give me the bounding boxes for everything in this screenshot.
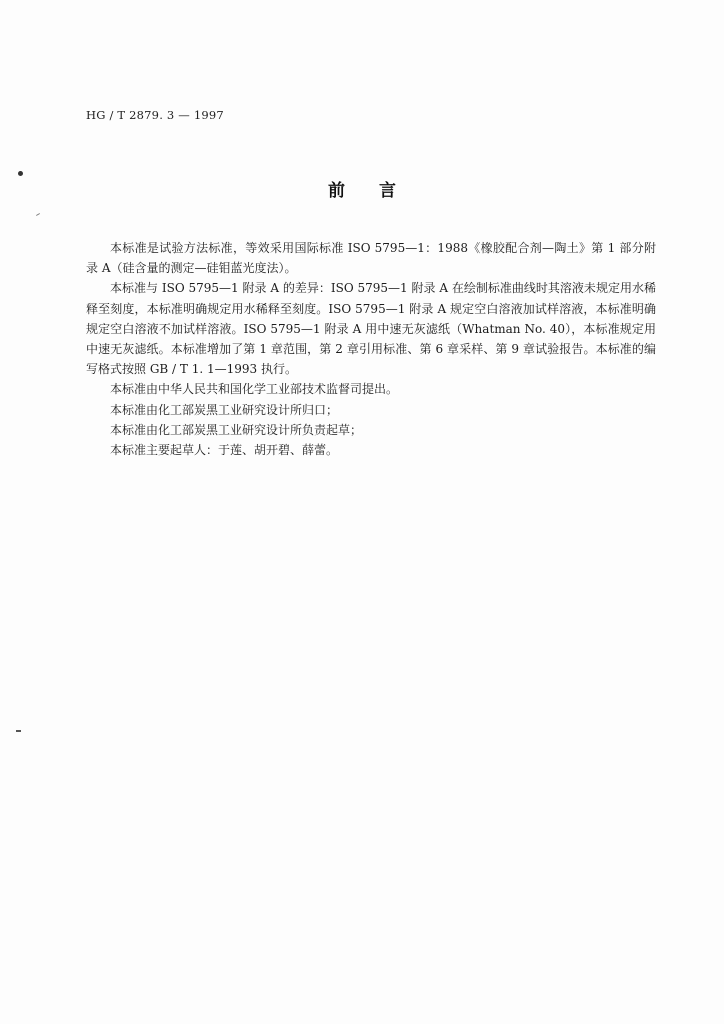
page-title: 前言 (328, 181, 430, 201)
margin-dash-mark (16, 730, 21, 732)
margin-tick-mark (36, 213, 40, 216)
paragraph-centralized-by: 本标准由化工部炭黑工业研究设计所归口； (110, 402, 339, 417)
paragraph-drafted-by: 本标准由化工部炭黑工业研究设计所负责起草； (110, 422, 363, 437)
document-code: HG / T 2879. 3 — 1997 (86, 108, 224, 122)
foreword-body (86, 238, 656, 460)
paragraph-drafters: 本标准主要起草人：于莲、胡开碧、薛蕾。 (110, 443, 339, 458)
paragraph-proposed-by: 本标准由中华人民共和国化学工业部技术监督司提出。 (110, 382, 399, 397)
paragraph-equivalence: 本标准是试验方法标准，等效采用国际标准 ISO 5795—1：1988《橡胶配合剂—陶土》第 1 部分附录 A（硅含量的测定—硅钼蓝光度法）。 (86, 241, 656, 276)
paragraph-differences: 本标准与 ISO 5795—1 附录 A 的差异：ISO 5795—1 附录 A 在绘制标准曲线时其溶液未规定用水稀释至刻度，本标准明确规定用水稀释至刻度。ISO 5795—1 附录 A 规定空白溶液加试样溶液，本标准明确规定空白溶液不加试样溶液。ISO 5795—1 附录 A 用中速无灰滤纸（Whatman No. 40），本标准规定用中速无灰滤纸。本标准增加了第 1 章范围，第 2 章引用标准、第 6 章采样、第 9 章试验报告。本标准的编写格式按照 GB / T 1. 1—1993 执行。 (86, 281, 656, 377)
